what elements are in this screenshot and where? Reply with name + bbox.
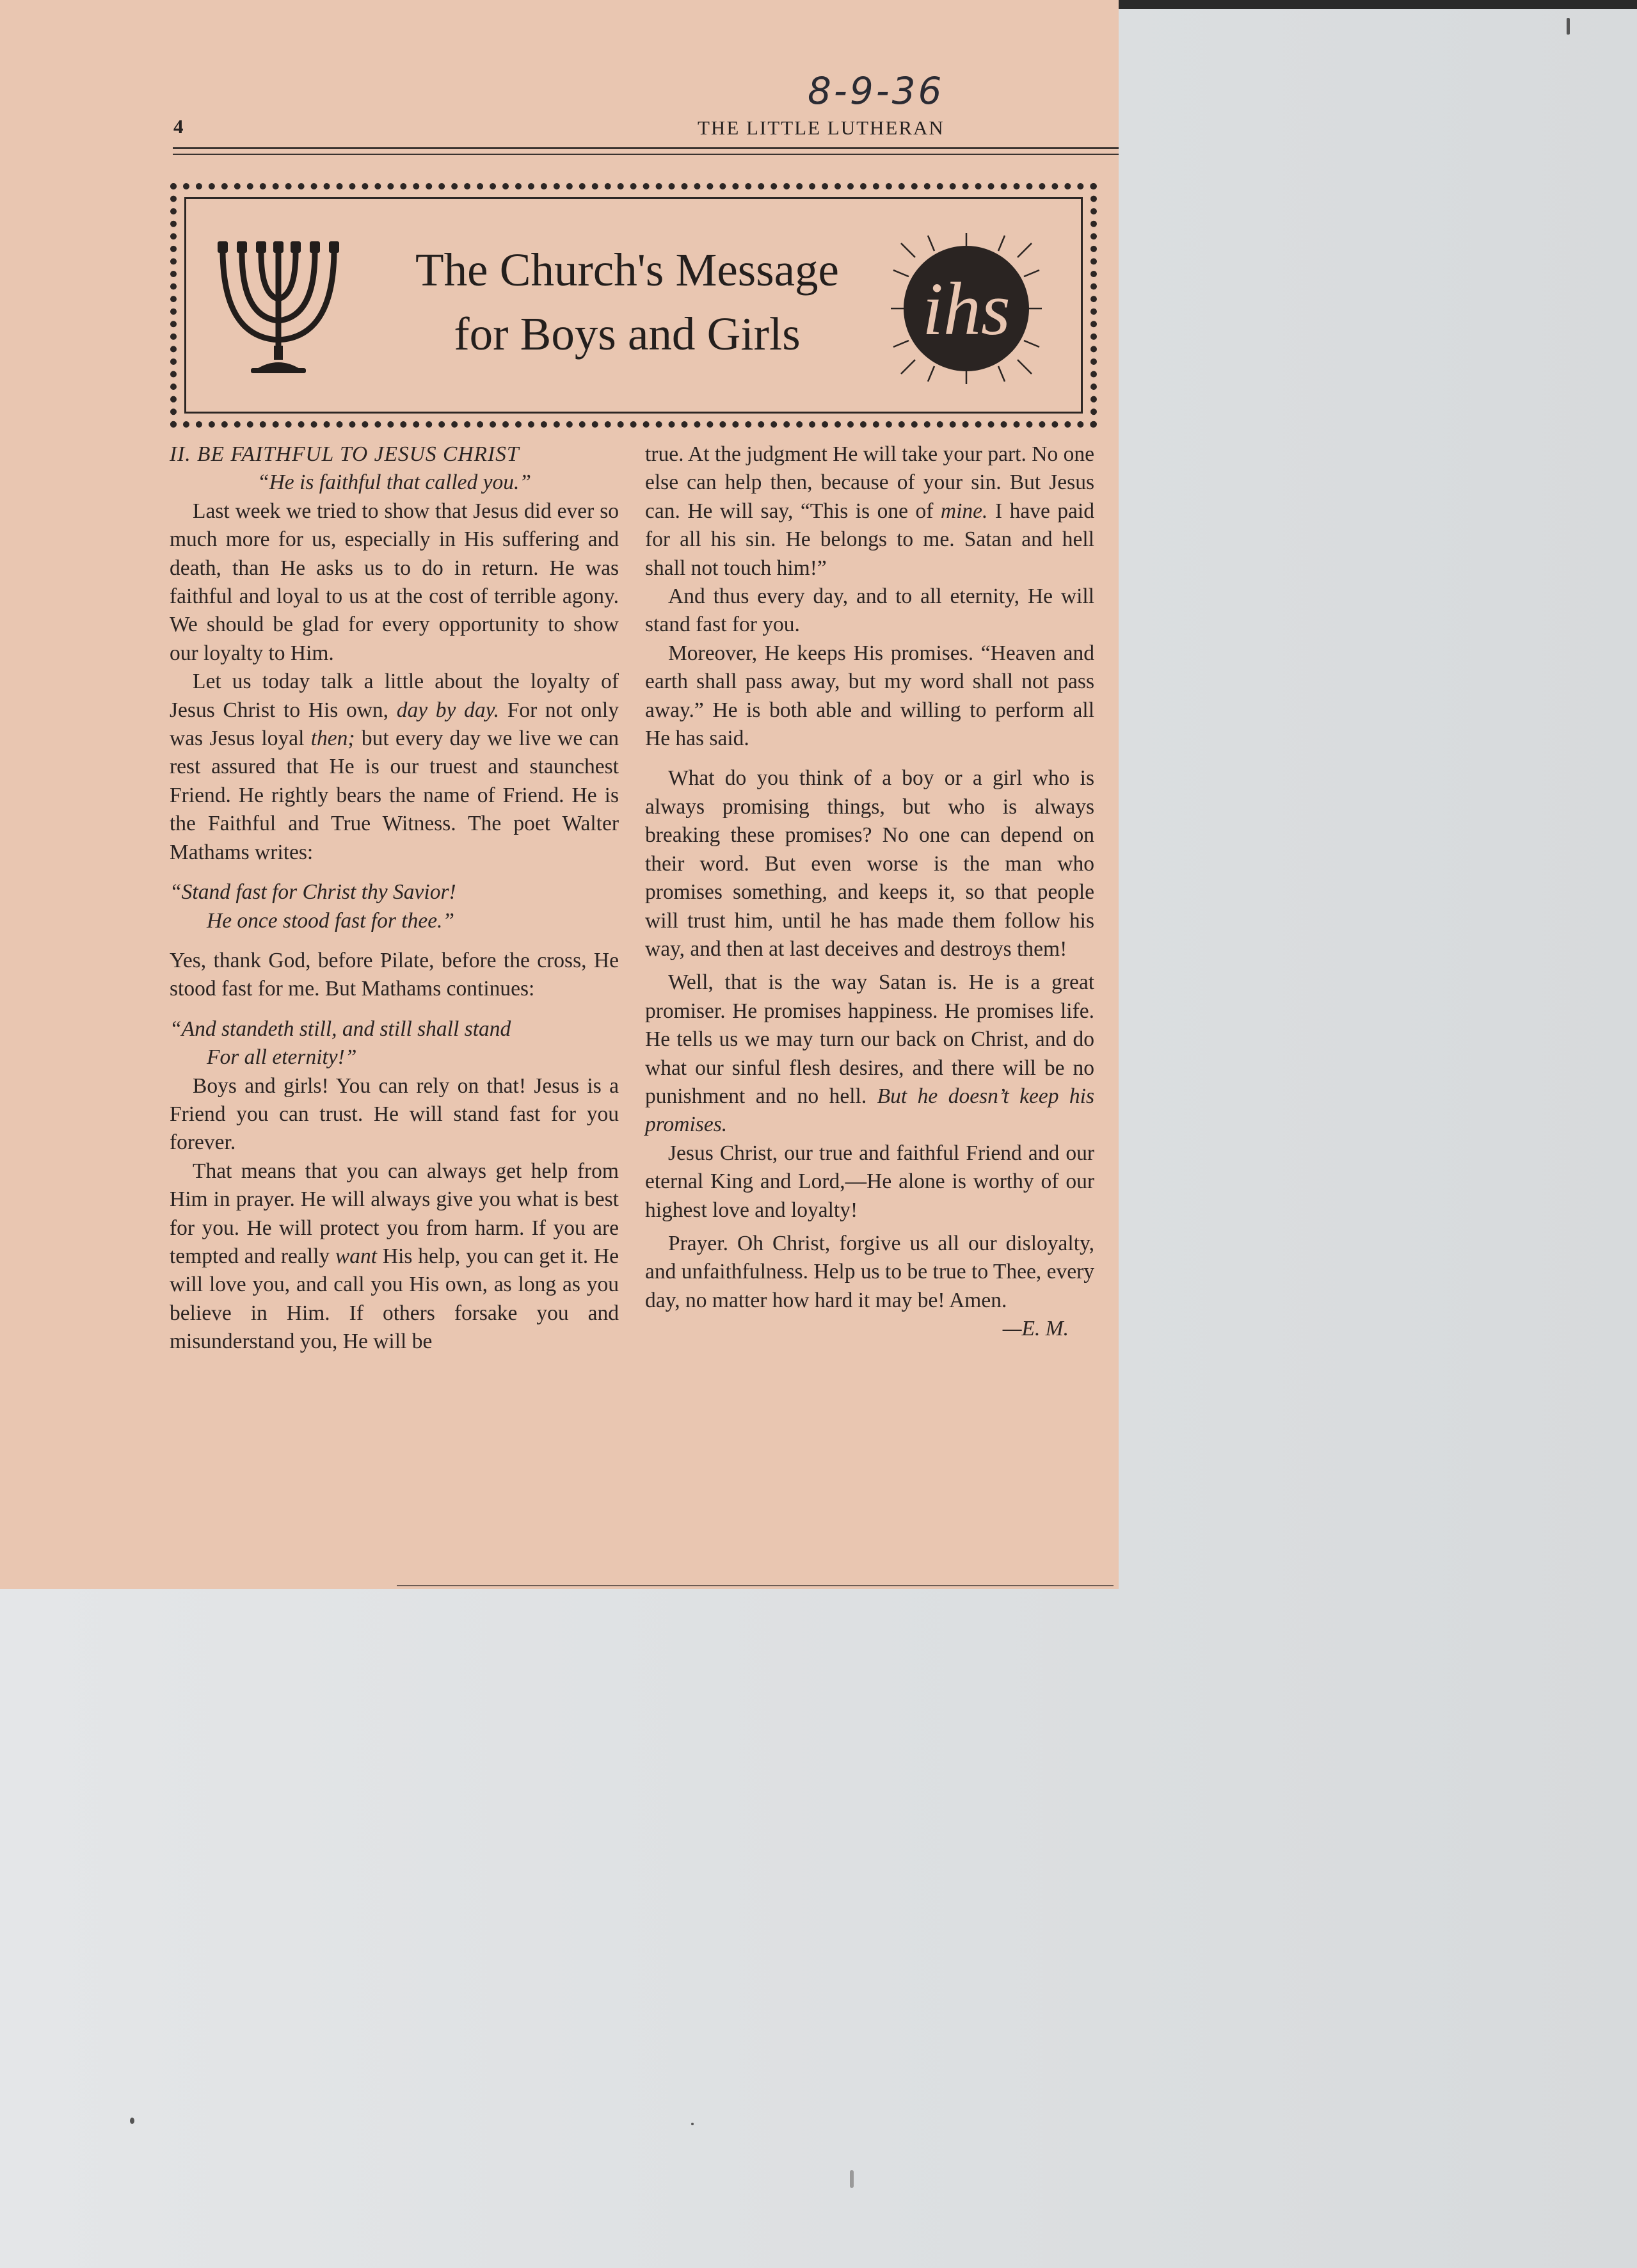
bottom-rule	[397, 1585, 1114, 1586]
paragraph: That means that you can always get help from Him in prayer. He will always give you what is best for you. He will protect you from harm. If you are tempted and really want His help, you can get it. He will love you, and call you His own, as long as you believe in Him. If others forsake you and misunderstand you, He will be	[170, 1159, 619, 1354]
running-head: THE LITTLE LUTHERAN	[698, 117, 945, 139]
paragraph: Let us today talk a little about the loyalty of Jesus Christ to His own, day by day. For not only was Jesus loyal then; but every day we live we can rest assured that He is our truest and staunchest Friend. He rightly bears the name of Friend. He is the Faithful and True Witness. The poet Walter Mathams writes:	[170, 670, 619, 864]
dust-speck	[850, 2170, 854, 2188]
banner-title-line2: for Boys and Girls	[454, 308, 801, 360]
dust-speck	[1567, 18, 1570, 35]
article-column-right	[645, 440, 1094, 1344]
header-rule	[173, 147, 1119, 149]
dust-speck	[691, 2123, 694, 2125]
verse-line: He once stood fast for thee.”	[207, 908, 455, 933]
paragraph: Prayer. Oh Christ, forgive us all our disloyalty, and unfaithfulness. Help us to be true to Thee, every day, no matter how hard it may be! Amen.	[645, 1231, 1094, 1312]
dust-speck	[130, 2118, 134, 2124]
banner-title-line1: The Church's Message	[415, 244, 839, 296]
paragraph: Last week we tried to show that Jesus did ever so much more for us, especially in His suffering and death, than He asks us to do in return. He was faithful and loyal to us at the cost of terrible agony. We should be glad for every opportunity to show our loyalty to Him.	[170, 499, 619, 665]
verse-line: “Stand fast for Christ thy Savior!	[170, 880, 456, 905]
article-column-left	[170, 440, 619, 1356]
paragraph: Jesus Christ, our true and faithful Friend and our eternal King and Lord,—He alone is worthy of our highest love and loyalty!	[645, 1141, 1094, 1222]
newspaper-clipping	[0, 0, 1119, 1589]
scanner-lid-edge	[1119, 0, 1637, 9]
verse-line: For all eternity!”	[207, 1045, 357, 1070]
paragraph: Yes, thank God, before Pilate, before the cross, He stood fast for me. But Mathams continues:	[170, 948, 619, 1001]
header-rule	[173, 154, 1119, 155]
page-number: 4	[173, 115, 184, 138]
verse-line: “And standeth still, and still shall stand	[170, 1017, 511, 1041]
handwritten-date: 8-9-36	[808, 69, 945, 113]
article-epigraph: “He is faithful that called you.”	[257, 470, 532, 495]
paragraph: What do you think of a boy or a girl who is always promising things, but who is always breaking these promises? No one can depend on their word. But even worse is the man who promises something, and keeps it, so that people will trust him, until he has made them follow his way, and then at last deceives and destroys them!	[645, 766, 1094, 961]
menorah-icon	[205, 227, 352, 378]
paragraph: true. At the judgment He will take your part. No one else can help then, because of your sin. But Jesus can. He will say, “This is one of mine. I have paid for all his sin. He belongs to me. Satan and hell shall not touch him!”	[645, 442, 1094, 580]
seal-lettering: ihs	[922, 267, 1010, 351]
paragraph: Moreover, He keeps His promises. “Heaven and earth shall pass away, but my word shall not pass away.” He is both able and willing to perform all He has said.	[645, 641, 1094, 751]
banner-title	[371, 238, 883, 366]
paragraph: And thus every day, and to all eternity, He will stand fast for you.	[645, 584, 1094, 637]
paragraph: Boys and girls! You can rely on that! Jesus is a Friend you can trust. He will stand fast for you forever.	[170, 1074, 619, 1155]
article-heading: II. BE FAITHFUL TO JESUS CHRIST	[170, 442, 520, 466]
author-signature: —E. M.	[1002, 1317, 1069, 1341]
ihs-seal-icon	[890, 232, 1043, 385]
paragraph: Well, that is the way Satan is. He is a great promiser. He promises happiness. He promises life. He tells us we may turn our back on Christ, and do what our sinful flesh desires, and there will be no punishment and no hell. But he doesn’t keep his promises.	[645, 970, 1094, 1137]
